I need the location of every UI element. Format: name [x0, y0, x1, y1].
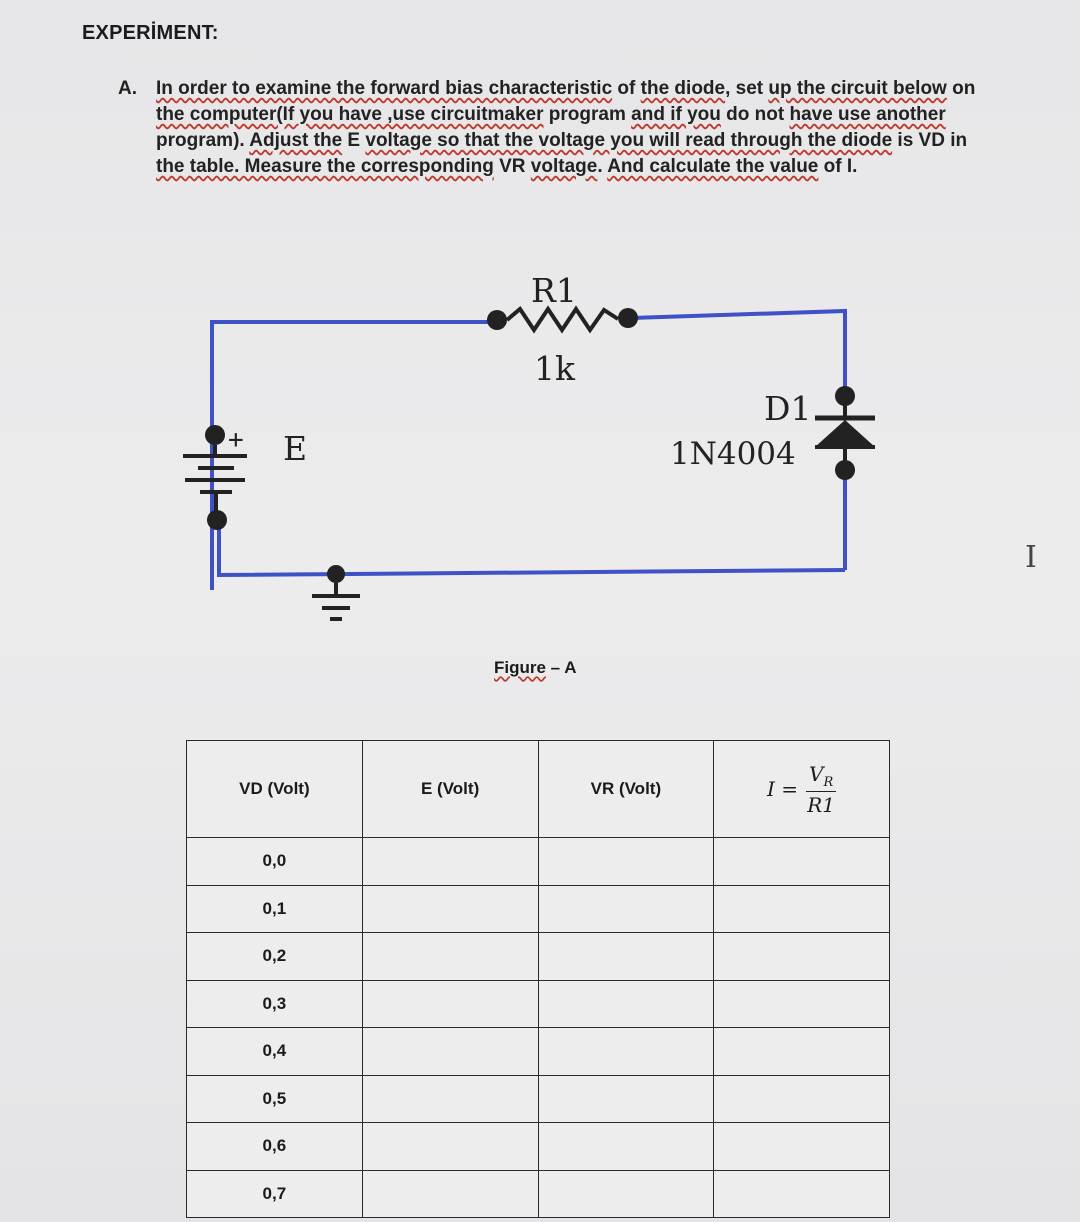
vd-value: 0,1: [187, 885, 363, 933]
header-vd: VD (Volt): [187, 741, 363, 838]
diode-name: D1: [764, 389, 812, 428]
diode-d1: [670, 386, 875, 480]
instruction-segment: And calculate the value: [607, 156, 819, 177]
instruction-segment: voltage: [530, 156, 598, 177]
instruction-segment: E: [342, 130, 366, 151]
vd-value: 0,7: [187, 1170, 363, 1218]
vr-cell[interactable]: [538, 1028, 714, 1076]
formula-lhs: I =: [766, 777, 798, 801]
vr-cell[interactable]: [538, 980, 714, 1028]
e-cell[interactable]: [362, 980, 538, 1028]
table-row: [187, 1075, 890, 1123]
figure-caption: [494, 658, 577, 678]
instruction-segment: have use another: [789, 104, 946, 125]
table-row: [187, 933, 890, 981]
instruction-segment: do not: [720, 104, 790, 125]
instruction-segment: .: [597, 156, 608, 177]
instruction-segment: of I.: [818, 156, 858, 177]
vr-cell[interactable]: [538, 933, 714, 981]
formula-numerator-sub: R: [823, 774, 834, 790]
vr-cell[interactable]: [538, 1123, 714, 1171]
instruction-segment: In order to examine the forward bias characteristic: [156, 78, 613, 99]
instruction-segment: , set: [725, 78, 769, 99]
e-cell[interactable]: [362, 885, 538, 933]
current-cell[interactable]: [714, 1170, 890, 1218]
e-cell[interactable]: [362, 933, 538, 981]
table-row: [187, 838, 890, 886]
current-cell[interactable]: [714, 980, 890, 1028]
header-e: E (Volt): [362, 741, 538, 838]
vr-cell[interactable]: [538, 1075, 714, 1123]
resistor-name: R1: [531, 271, 577, 310]
e-cell[interactable]: [362, 1028, 538, 1076]
item-marker: A.: [118, 78, 137, 99]
header-current-formula: [714, 741, 890, 838]
source-name: E: [283, 429, 308, 468]
wire-top: [212, 322, 495, 590]
instruction-segment: of: [612, 78, 641, 99]
table-row: [187, 1170, 890, 1218]
instruction-segment: and if you: [631, 104, 721, 125]
e-cell[interactable]: [362, 838, 538, 886]
instruction-segment: Adjust the: [249, 130, 343, 151]
table-row: [187, 980, 890, 1028]
vr-cell[interactable]: [538, 838, 714, 886]
table-row: [187, 1123, 890, 1171]
vd-value: 0,4: [187, 1028, 363, 1076]
figure-word: Figure: [494, 658, 546, 677]
vr-cell[interactable]: [538, 1170, 714, 1218]
table-header-row: [187, 741, 890, 838]
e-cell[interactable]: [362, 1170, 538, 1218]
current-cell[interactable]: [714, 885, 890, 933]
e-cell[interactable]: [362, 1123, 538, 1171]
instruction-segment: the diode: [640, 78, 726, 99]
vd-value: 0,6: [187, 1123, 363, 1171]
current-cell[interactable]: [714, 838, 890, 886]
text-cursor-icon: I: [1025, 540, 1037, 575]
instruction-segment: voltage so that the voltage you will read through the diode: [365, 130, 893, 151]
resistor-value: 1k: [534, 349, 575, 388]
vd-value: 0,5: [187, 1075, 363, 1123]
diode-part: 1N4004: [670, 436, 796, 472]
instruction-segment: on: [946, 78, 976, 99]
instruction-segment: program: [543, 104, 632, 125]
figure-id: – A: [545, 658, 577, 677]
instruction-segment: VR: [493, 156, 531, 177]
current-cell[interactable]: [714, 1028, 890, 1076]
wire-top-right: [630, 311, 845, 392]
voltage-source-e: [183, 425, 307, 530]
header-vr: VR (Volt): [538, 741, 714, 838]
table-row: [187, 885, 890, 933]
resistor-r1: [487, 271, 638, 388]
e-cell[interactable]: [362, 1075, 538, 1123]
vr-cell[interactable]: [538, 885, 714, 933]
vd-value: 0,2: [187, 933, 363, 981]
instruction-segment: the table. Measure the corresponding: [156, 156, 494, 177]
source-polarity: +: [228, 425, 244, 455]
instruction-segment: up the circuit below: [768, 78, 947, 99]
table-row: [187, 1028, 890, 1076]
instruction-segment: the computer(If you have ,use circuitmaker: [156, 104, 544, 125]
current-cell[interactable]: [714, 1075, 890, 1123]
instruction-segment: is VD in: [892, 130, 968, 151]
formula-denominator: R1: [807, 792, 836, 817]
formula-numerator: V: [809, 761, 824, 786]
current-cell[interactable]: [714, 933, 890, 981]
experiment-heading: EXPERİMENT:: [82, 22, 219, 44]
measurement-table: [186, 740, 890, 1218]
vd-value: 0,0: [187, 838, 363, 886]
wire-bottom: [219, 520, 845, 575]
vd-value: 0,3: [187, 980, 363, 1028]
instruction-segment: program).: [156, 130, 250, 151]
current-cell[interactable]: [714, 1123, 890, 1171]
